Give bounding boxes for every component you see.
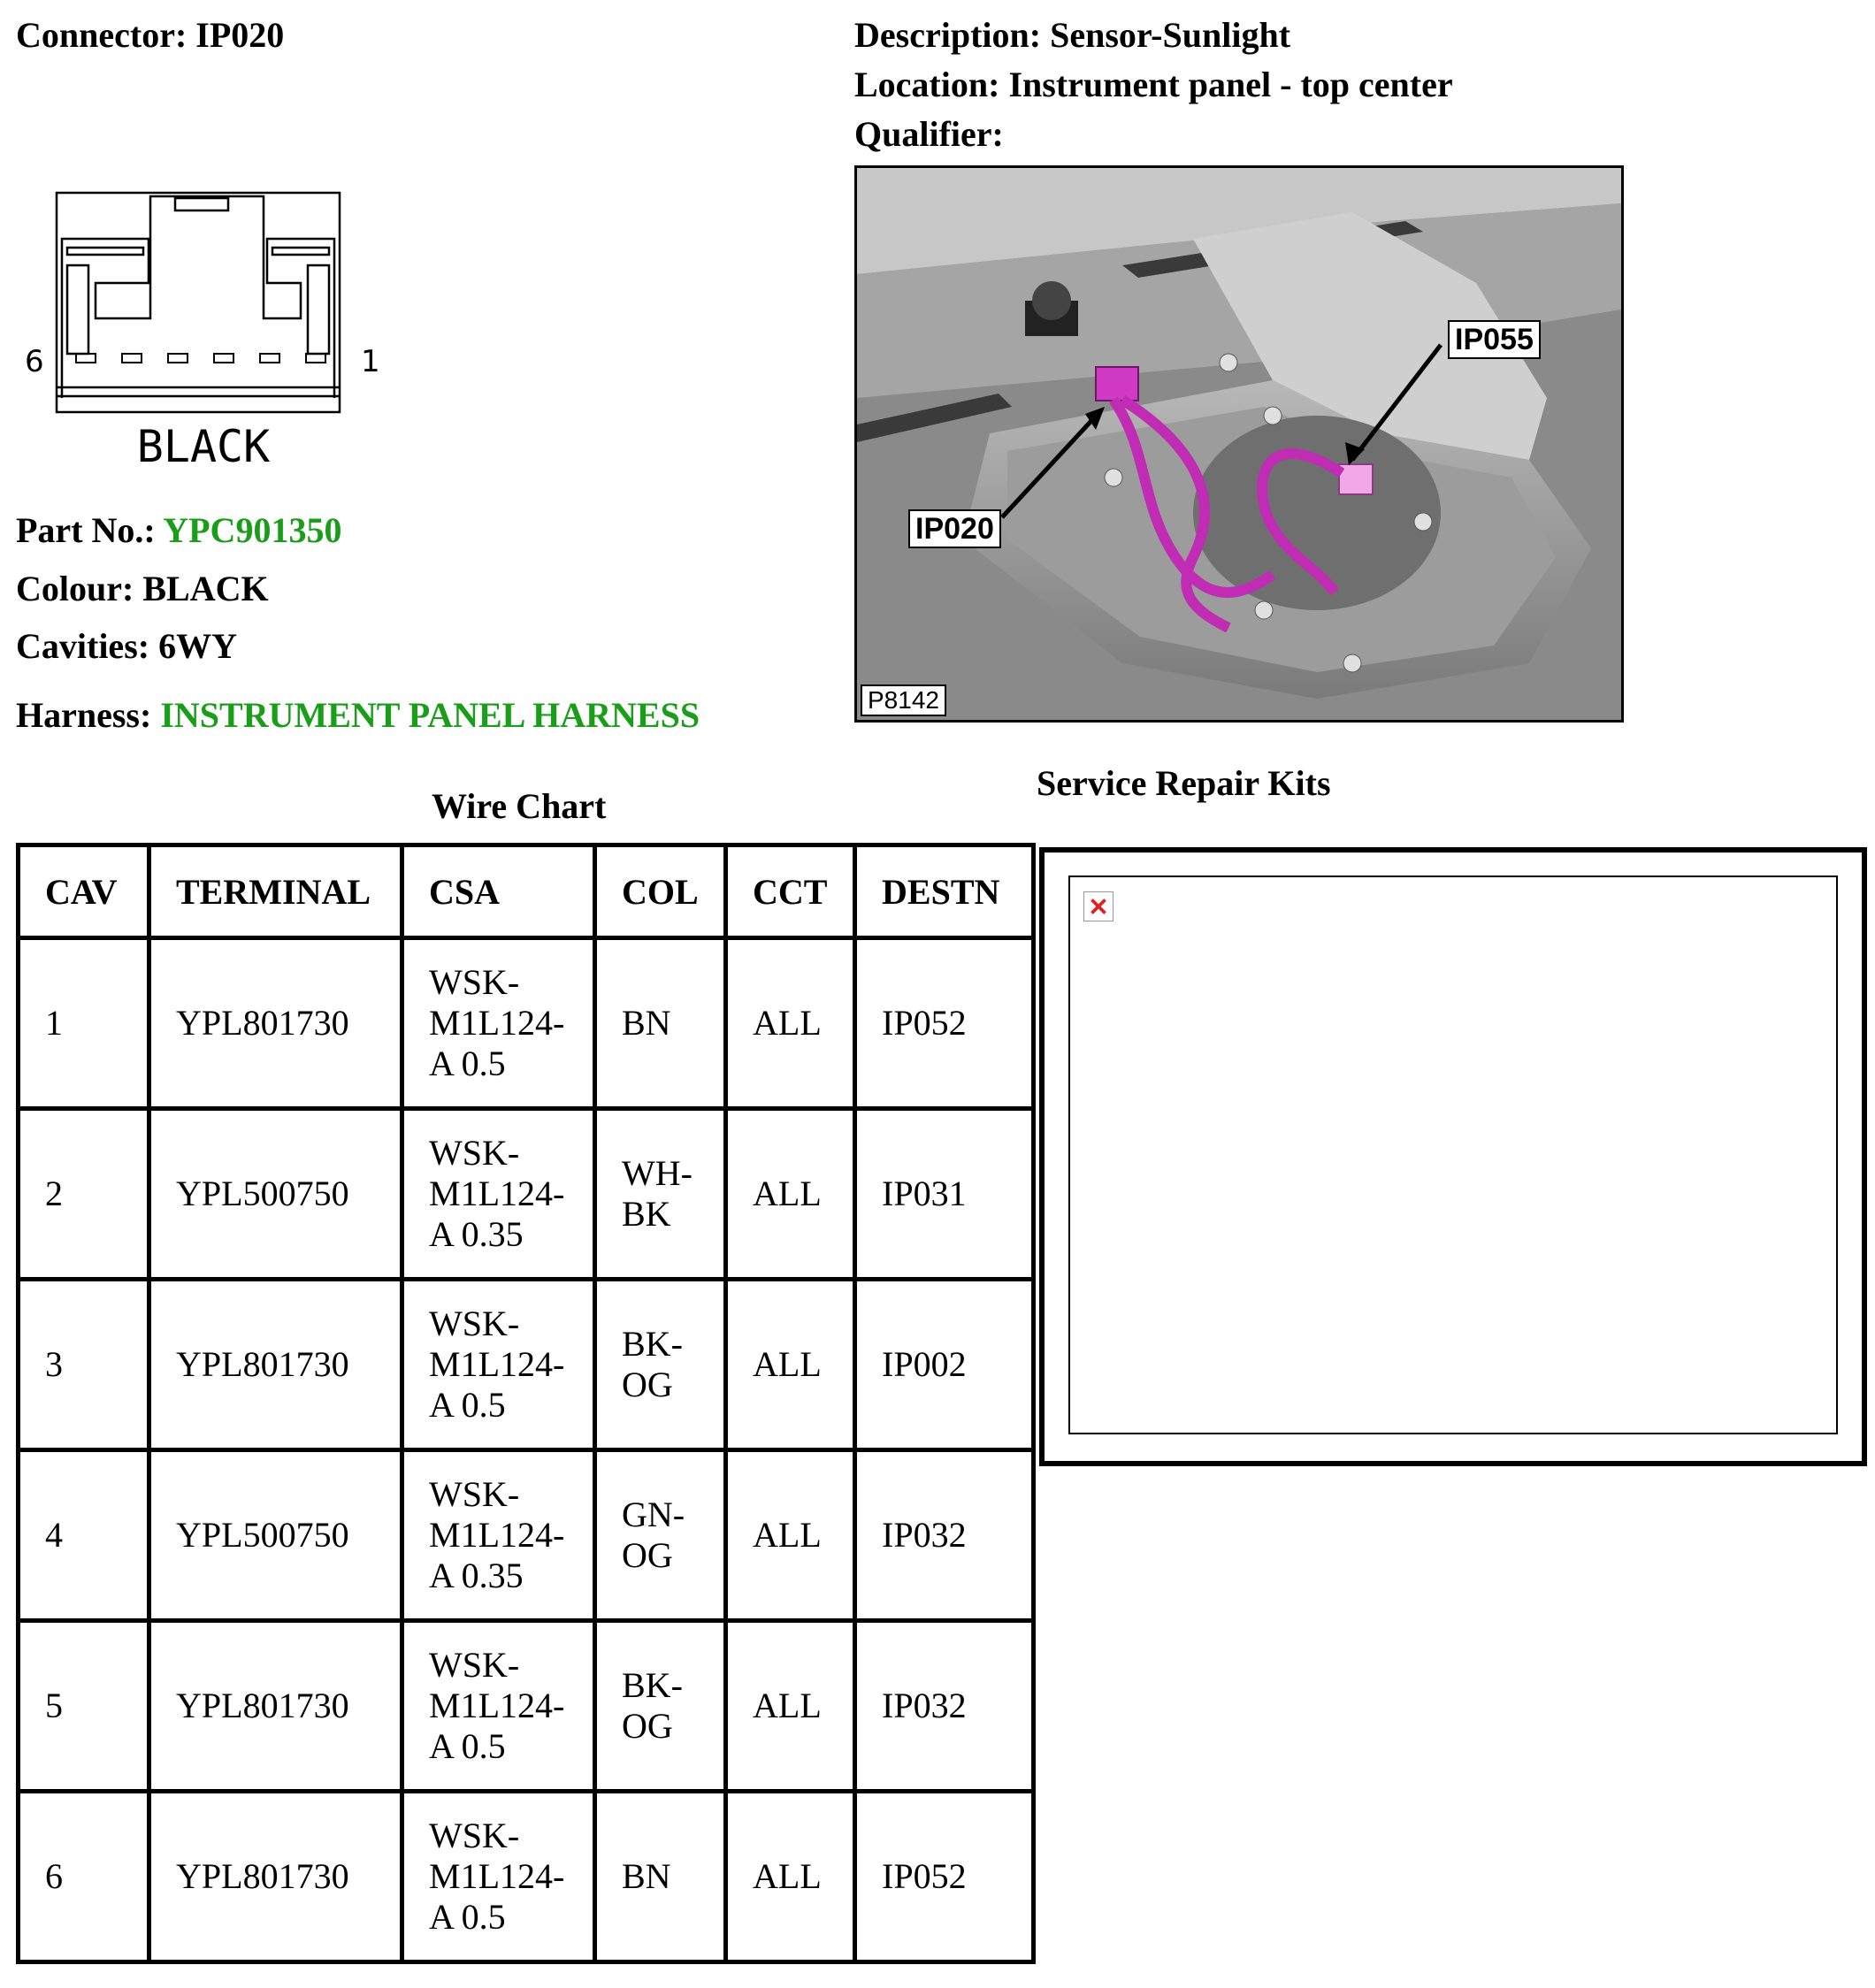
header-csa: CSA bbox=[402, 845, 595, 938]
cell-csa: WSK- M1L124- A 0.5 bbox=[402, 938, 595, 1109]
cell-destn: IP002 bbox=[855, 1280, 1034, 1450]
location-illustration bbox=[857, 168, 1621, 720]
cell-destn: IP031 bbox=[855, 1109, 1034, 1280]
cell-cav: 5 bbox=[19, 1621, 149, 1792]
cell-terminal: YPL801730 bbox=[149, 938, 402, 1109]
table-row bbox=[19, 1792, 1034, 1962]
diagram-colour-label: BLACK bbox=[136, 421, 271, 472]
cell-cct: ALL bbox=[726, 938, 855, 1109]
wire-chart-header-row bbox=[19, 845, 1034, 938]
cell-terminal: YPL500750 bbox=[149, 1450, 402, 1621]
header-col: COL bbox=[595, 845, 726, 938]
location-value: Instrument panel - top center bbox=[1008, 65, 1453, 104]
cell-col: WH- BK bbox=[595, 1109, 726, 1280]
cell-cav: 1 bbox=[19, 938, 149, 1109]
cell-destn: IP032 bbox=[855, 1621, 1034, 1792]
cell-col: BN bbox=[595, 938, 726, 1109]
pin-number-right: 1 bbox=[361, 344, 380, 379]
cell-col: BK- OG bbox=[595, 1621, 726, 1792]
callout-ip020: IP020 bbox=[908, 509, 1001, 548]
cell-csa: WSK- M1L124- A 0.35 bbox=[402, 1450, 595, 1621]
cell-cct: ALL bbox=[726, 1792, 855, 1962]
cell-destn: IP052 bbox=[855, 1792, 1034, 1962]
cell-csa: WSK- M1L124- A 0.5 bbox=[402, 1280, 595, 1450]
harness-value[interactable]: INSTRUMENT PANEL HARNESS bbox=[160, 695, 700, 735]
cell-cct: ALL bbox=[726, 1280, 855, 1450]
cell-cav: 3 bbox=[19, 1280, 149, 1450]
harness-line bbox=[16, 694, 700, 737]
colour-label: Colour: bbox=[16, 569, 134, 608]
service-repair-kits-title: Service Repair Kits bbox=[1037, 763, 1331, 803]
cell-csa: WSK- M1L124- A 0.35 bbox=[402, 1109, 595, 1280]
pin-number-left: 6 bbox=[25, 344, 44, 379]
cell-cct: ALL bbox=[726, 1450, 855, 1621]
connector-value: IP020 bbox=[195, 15, 285, 55]
cell-cav: 4 bbox=[19, 1450, 149, 1621]
cell-cct: ALL bbox=[726, 1621, 855, 1792]
wire-chart-table bbox=[16, 843, 1036, 1964]
colour-value: BLACK bbox=[142, 569, 269, 608]
cell-terminal: YPL801730 bbox=[149, 1792, 402, 1962]
connector-label: Connector: bbox=[16, 15, 188, 55]
location-label: Location: bbox=[854, 65, 1000, 104]
service-repair-kits-image bbox=[1068, 875, 1838, 1434]
description-label: Description: bbox=[854, 15, 1042, 55]
cell-terminal: YPL801730 bbox=[149, 1280, 402, 1450]
table-row bbox=[19, 1280, 1034, 1450]
cell-col: GN- OG bbox=[595, 1450, 726, 1621]
qualifier-label: Qualifier: bbox=[854, 114, 1004, 154]
cavities-line bbox=[16, 625, 237, 668]
description-line bbox=[854, 14, 1290, 57]
figure-id: P8142 bbox=[861, 684, 946, 716]
broken-image-icon bbox=[1083, 891, 1114, 921]
header-destn: DESTN bbox=[855, 845, 1034, 938]
cell-csa: WSK- M1L124- A 0.5 bbox=[402, 1621, 595, 1792]
cell-col: BN bbox=[595, 1792, 726, 1962]
cavities-label: Cavities: bbox=[16, 626, 150, 666]
cavities-value: 6WY bbox=[158, 626, 237, 666]
table-row bbox=[19, 938, 1034, 1109]
connector-line bbox=[16, 14, 284, 57]
part-no-line bbox=[16, 509, 341, 552]
cell-csa: WSK- M1L124- A 0.5 bbox=[402, 1792, 595, 1962]
table-row bbox=[19, 1450, 1034, 1621]
callout-ip055: IP055 bbox=[1448, 320, 1541, 359]
cell-cav: 6 bbox=[19, 1792, 149, 1962]
harness-label: Harness: bbox=[16, 695, 152, 735]
cell-cav: 2 bbox=[19, 1109, 149, 1280]
table-row bbox=[19, 1109, 1034, 1280]
colour-line bbox=[16, 568, 269, 610]
header-cct: CCT bbox=[726, 845, 855, 938]
header-cav: CAV bbox=[19, 845, 149, 938]
location-photo bbox=[854, 165, 1624, 723]
table-row bbox=[19, 1621, 1034, 1792]
cell-col: BK- OG bbox=[595, 1280, 726, 1450]
cell-terminal: YPL801730 bbox=[149, 1621, 402, 1792]
location-line bbox=[854, 64, 1453, 106]
wire-chart-title: Wire Chart bbox=[432, 786, 607, 826]
part-no-label: Part No.: bbox=[16, 510, 156, 550]
header-terminal: TERMINAL bbox=[149, 845, 402, 938]
description-value: Sensor-Sunlight bbox=[1050, 15, 1291, 55]
cell-cct: ALL bbox=[726, 1109, 855, 1280]
connector-face-diagram bbox=[18, 186, 389, 486]
cell-destn: IP032 bbox=[855, 1450, 1034, 1621]
part-no-value[interactable]: YPC901350 bbox=[163, 510, 342, 550]
cell-destn: IP052 bbox=[855, 938, 1034, 1109]
cell-terminal: YPL500750 bbox=[149, 1109, 402, 1280]
qualifier-line bbox=[854, 113, 1004, 156]
